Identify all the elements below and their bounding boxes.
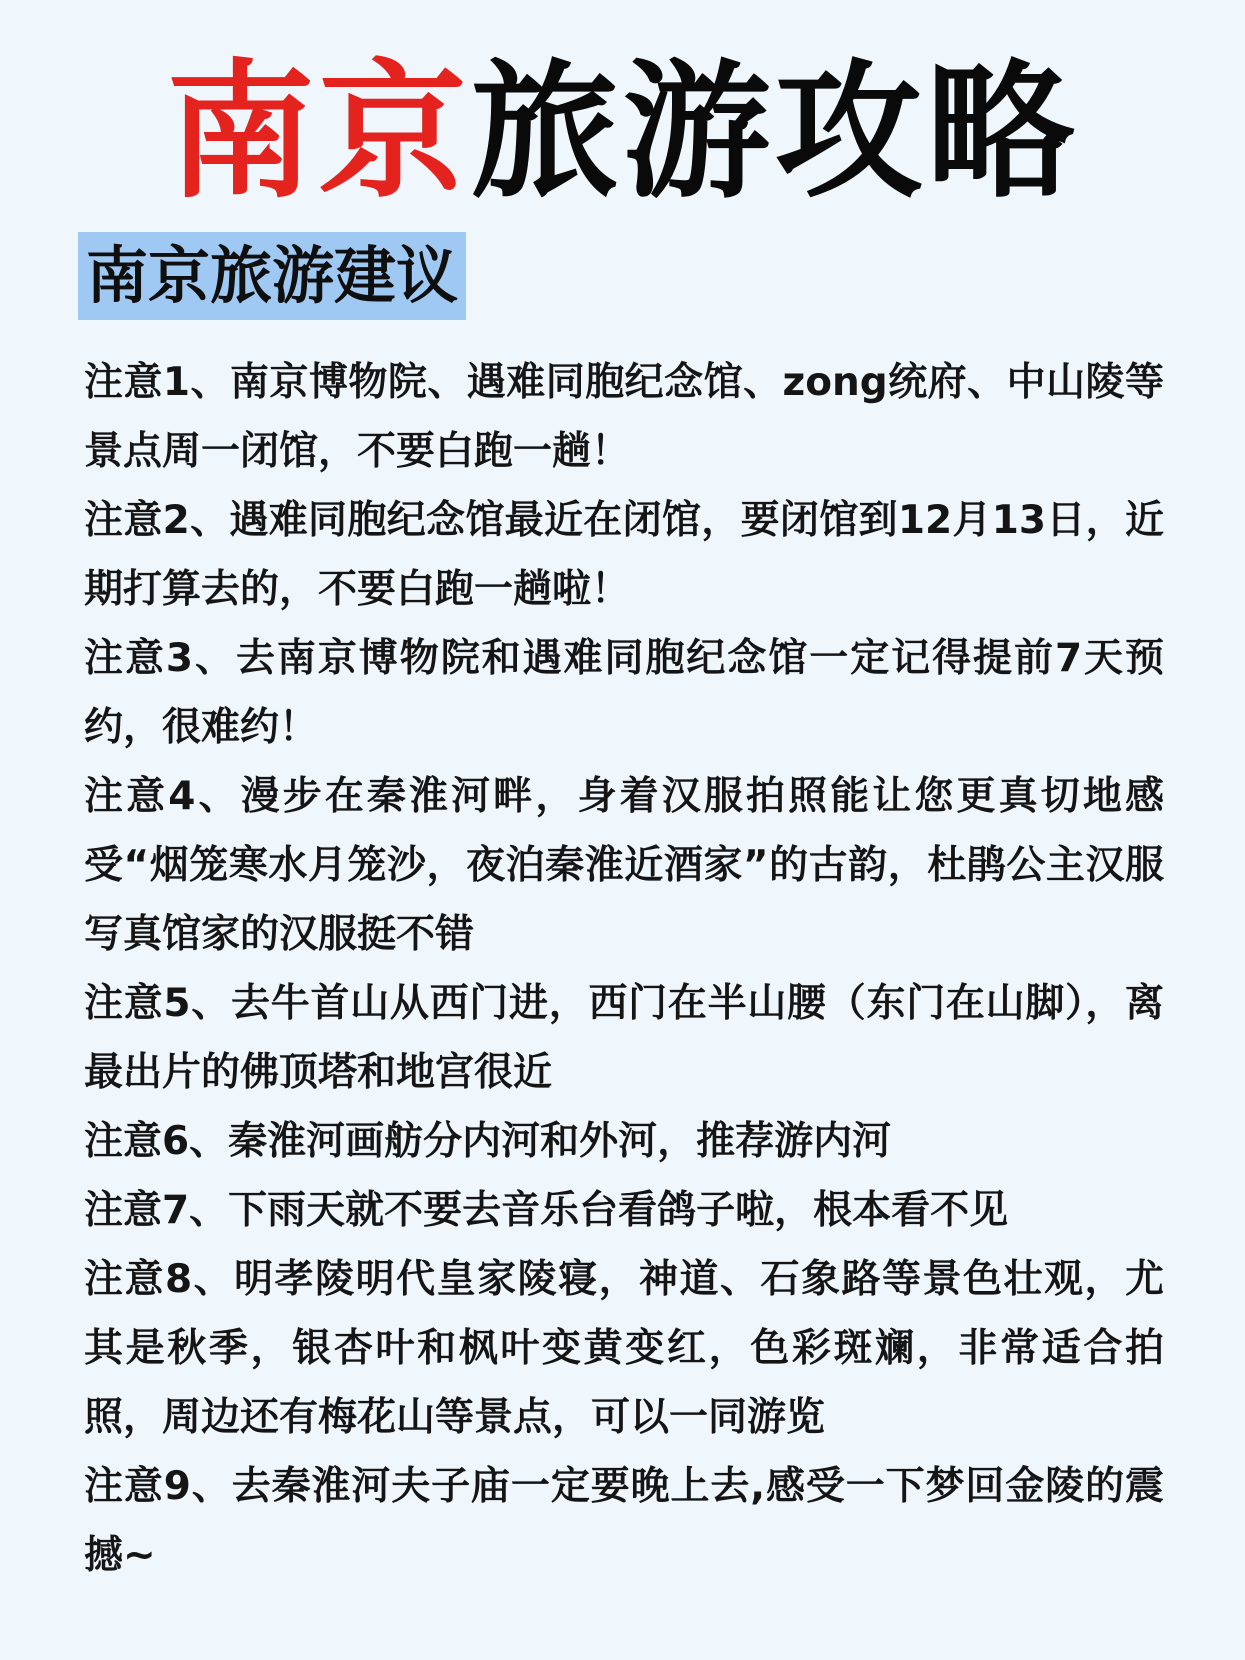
note-item: 注意9、去秦淮河夫子庙一定要晚上去,感受一下梦回金陵的震撼~ <box>84 1464 1164 1578</box>
note-item: 注意7、下雨天就不要去音乐台看鸽子啦，根本看不见 <box>84 1188 1009 1233</box>
section-header: 南京旅游建议 <box>78 232 466 320</box>
note-item: 注意5、去牛首山从西门进，西门在半山腰（东门在山脚），离最出片的佛顶塔和地宫很近 <box>84 981 1164 1095</box>
title-black-part: 旅游攻略 <box>470 46 1079 218</box>
note-item: 注意4、漫步在秦淮河畔，身着汉服拍照能让您更真切地感受“烟笼寒水月笼沙，夜泊秦淮近酒家”的古韵，杜鹃公主汉服写真馆家的汉服挺不错 <box>84 774 1164 957</box>
notes-list <box>84 348 1164 1590</box>
note-item: 注意8、明孝陵明代皇家陵寝，神道、石象路等景色壮观，尤其是秋季，银杏叶和枫叶变黄变红，色彩斑斓，非常适合拍照，周边还有梅花山等景点，可以一同游览 <box>84 1257 1164 1440</box>
note-item: 注意6、秦淮河画舫分内河和外河，推荐游内河 <box>84 1119 892 1164</box>
page-title <box>0 46 1245 218</box>
note-item: 注意1、南京博物院、遇难同胞纪念馆、zong统府、中山陵等景点周一闭馆，不要白跑一趟！ <box>84 360 1164 474</box>
note-item: 注意3、去南京博物院和遇难同胞纪念馆一定记得提前7天预约，很难约！ <box>84 636 1164 750</box>
note-item: 注意2、遇难同胞纪念馆最近在闭馆，要闭馆到12月13日，近期打算去的，不要白跑一趟啦！ <box>84 498 1164 612</box>
title-red-part: 南京 <box>166 46 471 218</box>
